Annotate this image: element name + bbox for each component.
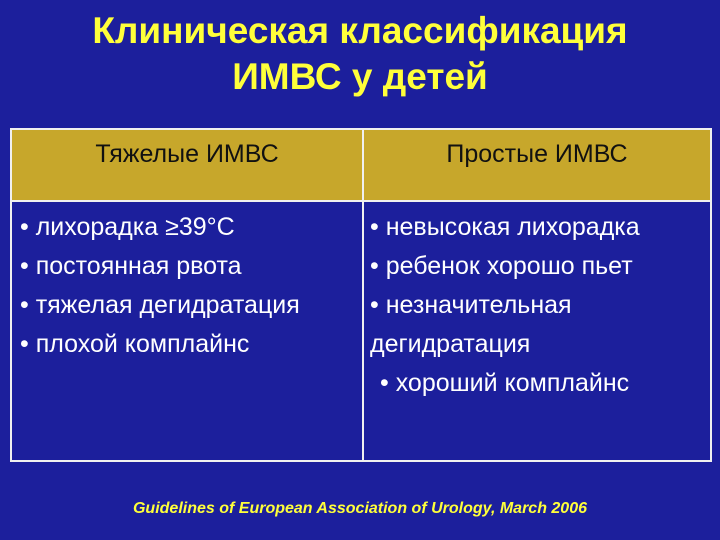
column-divider [362, 130, 364, 460]
simple-item: • ребенок хорошо пьет [370, 252, 633, 280]
simple-item: • невысокая лихорадка [370, 213, 640, 241]
slide-title-line-2: ИМВС у детей [232, 56, 488, 97]
severe-item: • плохой комплайнс [20, 330, 250, 358]
severe-column [20, 208, 360, 364]
simple-item: • хороший комплайнс [380, 369, 630, 397]
slide-title [0, 8, 720, 100]
simple-item: • незначительная дегидратация [370, 291, 572, 358]
simple-column [370, 208, 710, 403]
table-header-row [12, 130, 710, 202]
classification-table [10, 128, 712, 462]
header-simple: Простые ИМВС [446, 140, 628, 168]
citation-footer: Guidelines of European Association of Urology, March 2006 [132, 500, 587, 517]
severe-item: • лихорадка ≥39°С [20, 213, 235, 241]
severe-item: • тяжелая дегидратация [20, 291, 300, 319]
slide-title-line-1: Клиническая классификация [92, 10, 628, 51]
header-severe: Тяжелые ИМВС [95, 140, 279, 168]
severe-item: • постоянная рвота [20, 252, 242, 280]
